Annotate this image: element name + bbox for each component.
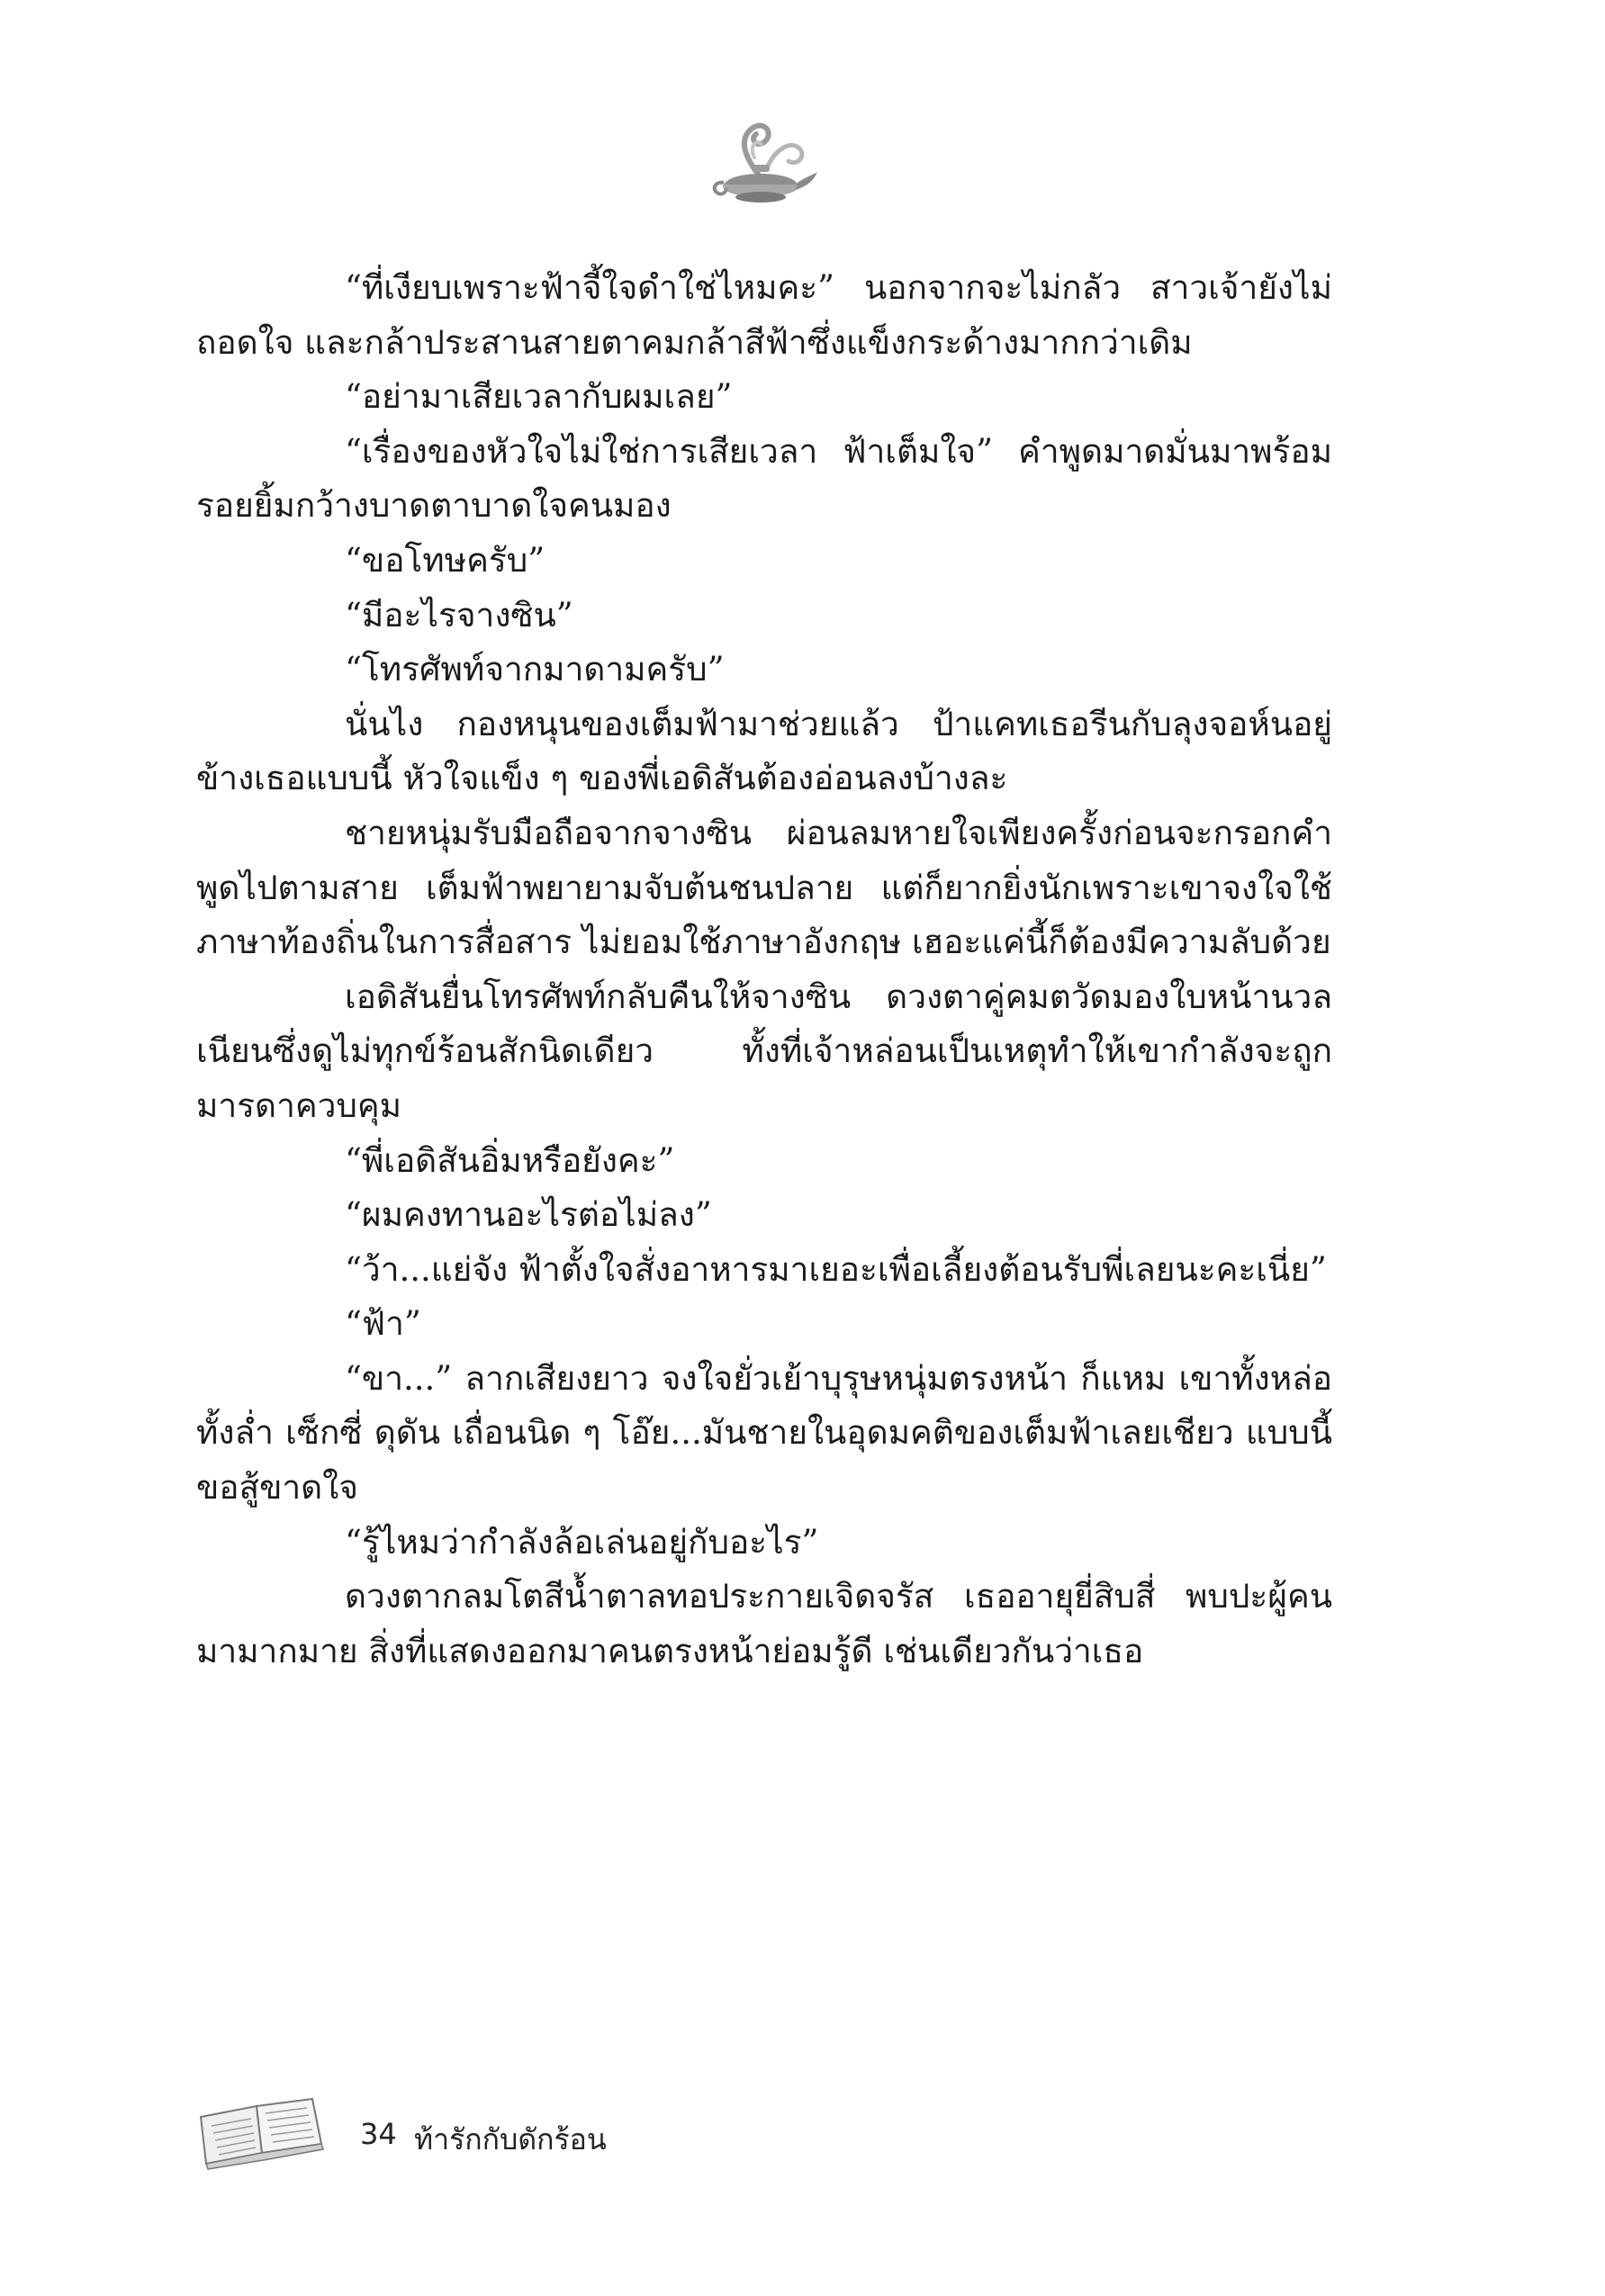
page-footer [194,2090,824,2171]
story-text [196,261,1332,1679]
paragraph: นั่นไง กองหนุนของเต็มฟ้ามาช่วยแล้ว ป้าแคทเธอรีนกับลุงจอห์นอยู่ข้างเธอแบบนี้ หัวใจแข็ง ๆ ของพี่เอดิสันต้องอ่อนลงบ้างละ [196,704,1332,798]
paragraph: “รู้ไหมว่ากำลังล้อเล่นอยู่กับอะไร” [345,1522,819,1562]
paragraph: “อย่ามาเสียเวลากับผมเลย” [345,377,733,417]
paragraph: “พี่เอดิสันอิ่มหรือยังคะ” [345,1140,675,1180]
paragraph: ชายหนุ่มรับมือถือจากจางซิน ผ่อนลมหายใจเพียงครั้งก่อนจะกรอกคำพูดไปตามสาย เต็มฟ้าพยายามจับต้นชนปลาย แต่ก็ยากยิ่งนักเพราะเขาจงใจใช้ภาษาท้องถิ่นในการสื่อสาร ไม่ยอมใช้ภาษาอังกฤษ เฮอะแค่นี้ก็ต้องมีความลับด้วย [196,813,1332,962]
genie-lamp-icon [702,104,819,212]
paragraph: “ขอโทษครับ” [345,540,546,580]
paragraph: “ผมคงทานอะไรต่อไม่ลง” [345,1195,712,1235]
paragraph: “ฟ้า” [345,1304,421,1344]
open-book-icon [194,2090,329,2171]
paragraph: “เรื่องของหัวใจไม่ใช่การเสียเวลา ฟ้าเต็มใจ” คำพูดมาดมั่นมาพร้อมรอยยิ้มกว้างบาดตาบาดใจคนมอง [196,431,1332,526]
book-title: ท้ารักกับดักร้อน [414,2122,607,2156]
paragraph: “ว้า...แย่จัง ฟ้าตั้งใจสั่งอาหารมาเยอะเพื่อเลี้ยงต้อนรับพี่เลยนะคะเนี่ย” [345,1249,1327,1289]
paragraph: เอดิสันยื่นโทรศัพท์กลับคืนให้จางซิน ดวงตาคู่คมตวัดมองใบหน้านวลเนียนซึ่งดูไม่ทุกข์ร้อนสักนิดเดียว ทั้งที่เจ้าหล่อนเป็นเหตุทำให้เขากำลังจะถูกมารดาควบคุม [196,977,1332,1125]
paragraph: ดวงตากลมโตสีน้ำตาลทอประกายเจิดจรัส เธออายุยี่สิบสี่ พบปะผู้คนมามากมาย สิ่งที่แสดงออกมาคนตรงหน้าย่อมรู้ดี เช่นเดียวกันว่าเธอ [196,1577,1332,1670]
paragraph: “ที่เงียบเพราะฟ้าจี้ใจดำใช่ไหมคะ” นอกจากจะไม่กลัว สาวเจ้ายังไม่ถอดใจ และกล้าประสานสายตาคมกล้าสีฟ้าซึ่งแข็งกระด้างมากกว่าเดิม [196,268,1332,362]
paragraph: “ขา...” ลากเสียงยาว จงใจยั่วเย้าบุรุษหนุ่มตรงหน้า ก็แหม เขาทั้งหล่อ ทั้งล่ำ เซ็กซี่ ดุดัน เถื่อนนิด ๆ โอ๊ย...มันชายในอุดมคติของเต็มฟ้าเลยเชียว แบบนี้ขอสู้ขาดใจ [196,1358,1332,1508]
page-number: 34 [360,2117,397,2151]
paragraph: “โทรศัพท์จากมาดามครับ” [345,650,725,689]
paragraph: “มีอะไรจางซิน” [345,595,573,635]
